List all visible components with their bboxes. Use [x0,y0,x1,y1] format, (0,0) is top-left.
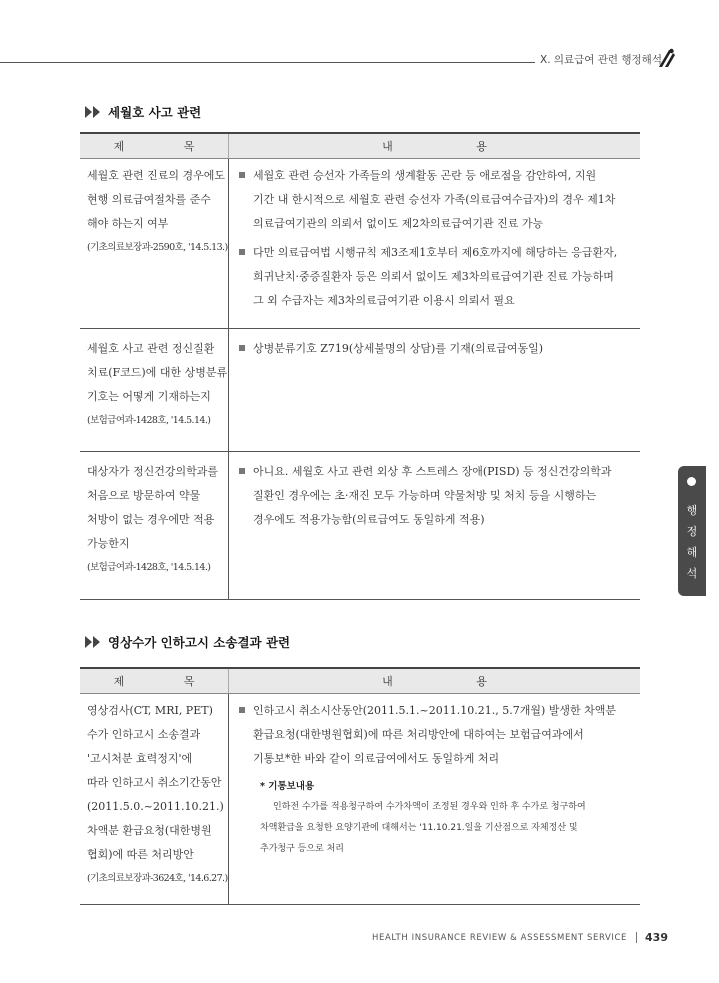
header-rule [0,62,535,63]
section-title: 세월호 사고 관련 [108,105,202,120]
bullet-line: 그 외 수급자는 제3차의료급여기관 이용시 의뢰서 필요 [253,294,515,307]
scissors-icon [655,47,677,69]
bullet-line: 인하고시 취소시산동안(2011.5.1.~2011.10.21., 5.7개월) 발생한 차액분 [253,704,617,717]
square-bullet-icon [239,707,245,713]
title-line: 해야 하는지 여부 [87,217,169,230]
chapter-title: X. 의료급여 관련 행정해석 [540,54,662,66]
side-tab-char: 석 [686,567,698,580]
bullet-line: 상병분류기호 Z719(상세불명의 상담)를 기재(의료급여동일) [253,342,544,355]
title-line: 현행 의료급여절차를 준수 [87,193,211,206]
table-row [80,159,640,329]
title-line: 세월호 사고 관련 정신질환 [87,342,215,355]
square-bullet-icon [239,249,245,255]
dot-icon [687,477,696,486]
row-content [228,159,640,328]
title-line: 기호는 어떻게 기재하는지 [87,390,211,403]
side-tab-label [678,500,706,584]
note-heading: * 기통보내용 [260,781,315,792]
title-line: '고시처분 효력정지'에 [87,752,193,765]
side-tab-char: 해 [686,546,698,559]
side-tab-char: 행 [686,504,698,517]
square-bullet-icon [239,345,245,351]
row-content [228,329,640,451]
section-title: 영상수가 인하고시 소송결과 관련 [108,635,291,650]
footer-divider [636,932,637,943]
row-content [228,694,640,904]
bullet-line: 환급요청(대한병원협회)에 따른 처리방안에 대하여는 보험급여과에서 [253,728,584,741]
bullet-item [239,337,640,361]
square-bullet-icon [239,172,245,178]
row-title [80,452,228,599]
title-line: 수가 인하고시 소송결과 [87,728,201,741]
title-line: 따라 인하고시 취소기간동안 [87,776,222,789]
title-line: 처방이 없는 경우에만 적용 [87,513,215,526]
title-line: 영상검사(CT, MRI, PET) [87,704,213,717]
title-line: 처음으로 방문하여 약물 [87,489,201,502]
bullet-line: 기통보*한 바와 같이 의료급여에서도 동일하게 처리 [253,752,500,765]
row-reference: (보험급여과-1428호, '14.5.14.) [87,562,211,573]
col-title-header: 제 목 [113,140,223,153]
row-content [228,452,640,599]
title-line: 차액분 환급요청(대한병원 [87,824,212,837]
title-line: 치료(F코드)에 대한 상병분류 [87,366,228,379]
footer-publisher: HEALTH INSURANCE REVIEW & ASSESSMENT SERVICE [372,932,628,943]
bullet-line: 경우에도 적용가능함(의료급여도 동일하게 적용) [253,513,485,526]
page-number: 439 [645,931,668,944]
bullet-line: 기간 내 한시적으로 세월호 관련 승선자 가족(의료급여수급자)의 경우 제1차 [253,193,616,206]
bullet-line: 희귀난치·중증질환자 등은 의뢰서 없이도 제3차의료급여기관 진료 가능하며 [253,270,614,283]
row-reference: (기초의료보장과-3624호, '14.6.27.) [87,873,228,884]
table-row [80,452,640,600]
row-reference: (기초의료보장과-2590호, '14.5.13.) [87,242,228,253]
table-header [80,667,640,694]
note-line: 추가청구 등으로 처리 [260,844,344,854]
table-row [80,694,640,905]
title-line: 세월호 관련 진료의 경우에도 [87,169,226,182]
table-row [80,329,640,452]
title-line: 가능한지 [87,537,130,550]
bullet-item [239,164,640,236]
section-heading [84,632,290,652]
bullet-item [239,460,640,532]
note-line: 인하전 수가를 적용청구하여 수가차액이 조정된 경우와 인하 후 수가로 청구하여 [273,802,586,812]
note-line: 차액환급을 요청한 요양기관에 대해서는 '11.10.21.일을 기산점으로 자체정산 및 [260,823,578,833]
page-footer [372,931,668,944]
side-tab [678,466,706,596]
square-bullet-icon [239,468,245,474]
col-content-header: 내 용 [228,669,640,693]
row-title [80,329,228,451]
section-heading [84,102,201,122]
table-sewol [80,132,640,600]
row-title [80,159,228,328]
table-header [80,132,640,159]
bullet-item [239,241,640,313]
double-chevron-icon [84,105,104,119]
bullet-line: 질환인 경우에는 초·재진 모두 가능하며 약물처방 및 처치 등을 시행하는 [253,489,597,502]
side-tab-char: 정 [686,525,698,538]
bullet-item [239,699,640,771]
title-line: 협회)에 따른 처리방안 [87,848,194,861]
col-content-header: 내 용 [228,134,640,158]
table-imaging-fee [80,667,640,905]
row-title [80,694,228,904]
col-title-header: 제 목 [113,675,223,688]
title-line: (2011.5.0.~2011.10.21.) [87,800,224,813]
double-chevron-icon [84,635,104,649]
bullet-line: 다만 의료급여법 시행규칙 제3조제1호부터 제6호까지에 해당하는 응급환자, [253,246,618,259]
row-reference: (보험급여과-1428호, '14.5.14.) [87,415,211,426]
title-line: 대상자가 정신건강의학과를 [87,465,219,478]
bullet-line: 의료급여기관의 의뢰서 없이도 제2차의료급여기관 진료 가능 [253,217,544,230]
bullet-line: 세월호 관련 승선자 가족들의 생계활동 곤란 등 애로점을 감안하여, 지원 [253,169,597,182]
bullet-line: 아니요. 세월호 사고 관련 외상 후 스트레스 장애(PISD) 등 정신건강의학과 [253,465,612,478]
